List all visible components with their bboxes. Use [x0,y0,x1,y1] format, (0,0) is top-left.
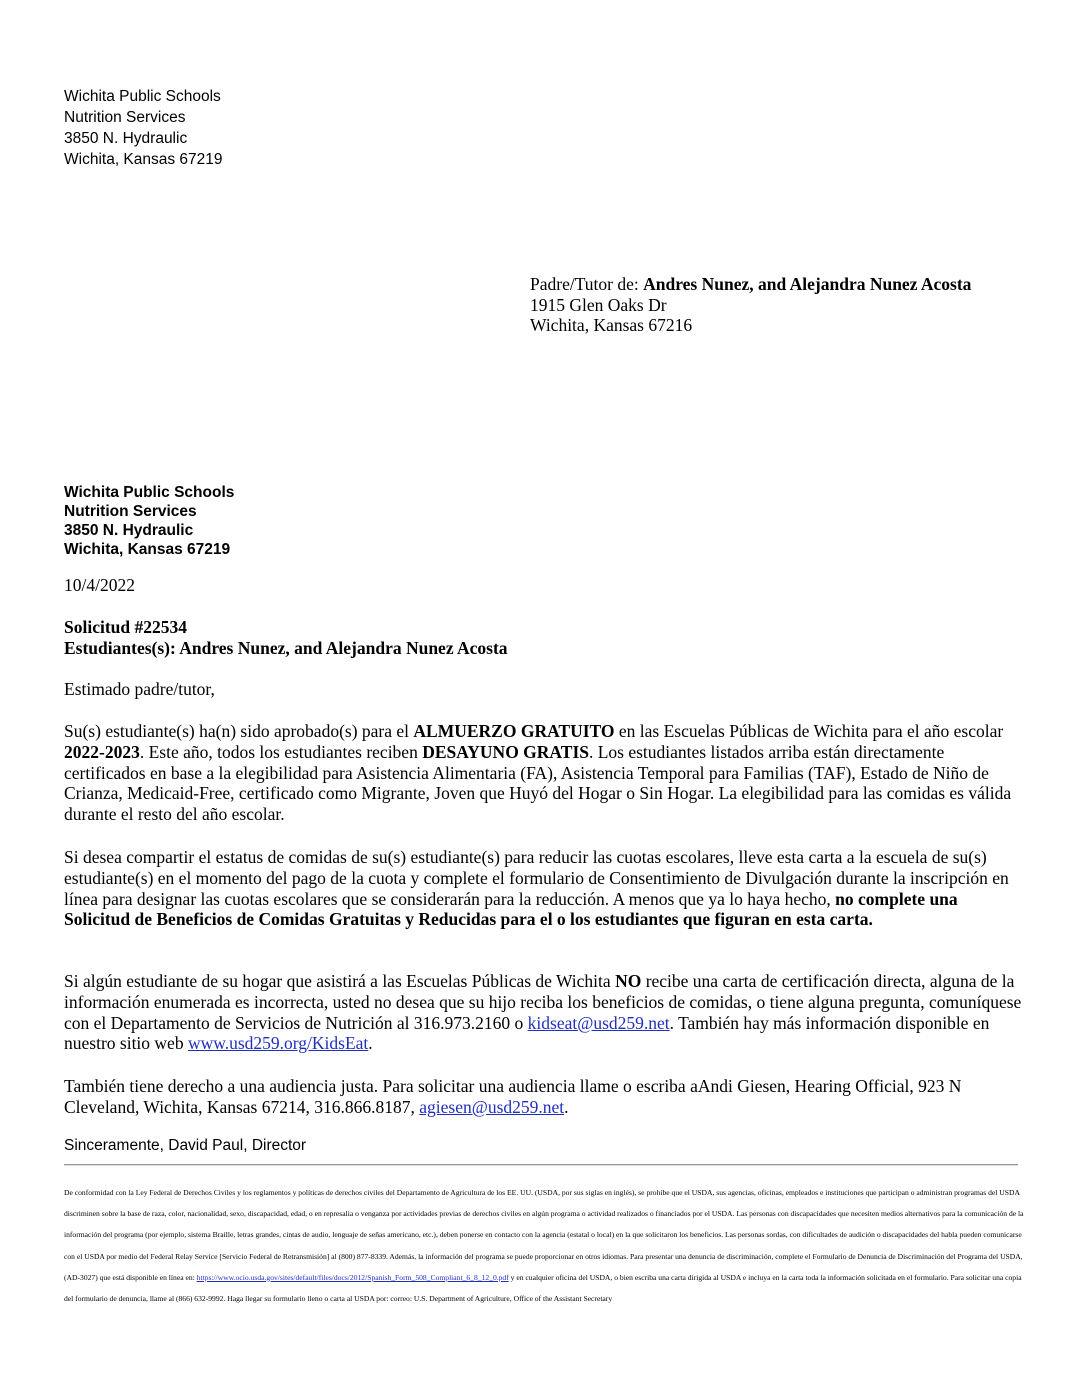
text: Si desea compartir el estatus de comidas de su(s) estudiante(s) para reducir las cuotas escolares, lleve esta carta a la escuela de su(s) estudiante(s) en el momento del pago de la cuota y complete el formulario de Consentimiento de Divulgación durante la inscripción en línea para designar las cuotas escolares que se considerarán para la reducción. A menos que ya lo haya hecho, [64,847,1009,909]
text: y en cualquier oficina del USDA, o bien escriba una carta dirigida al USDA e incluya en la carta toda la información solicitada en el formulario. Para solicitar una copia del formulario de denuncia, llame al (866) 632-9992. Haga llegar su formulario lleno o carta al USDA por: correo: U.S. Department of Agriculture, Office of the Assistant Secretary [64,1272,1022,1304]
kidseat-website-link[interactable]: www.usd259.org/KidsEat [187,1033,369,1054]
text: Su(s) estudiante(s) ha(n) sido aprobado(s) para el [64,721,414,741]
bold-free-breakfast: DESAYUNO GRATIS [422,741,589,762]
paragraph-hearing [64,1076,1024,1118]
paragraph-contact [64,971,1024,1054]
recipient-city: Wichita, Kansas 67216 [530,315,693,335]
letterhead-address [64,483,234,559]
text: . [368,1033,373,1054]
kidseat-email-link[interactable]: kidseat@usd259.net [527,1012,670,1033]
closing-signature: Sinceramente, David Paul, Director [64,1137,307,1154]
text: . También hay más información disponible en nuestro sitio web [64,1012,990,1054]
text: Si algún estudiante de su hogar que asistirá a las Escuelas Públicas de Wichita [64,971,616,991]
sender-city: Wichita, Kansas 67219 [64,151,223,168]
nondiscrimination-statement [64,1182,1024,1309]
text: . [564,1096,569,1117]
bold-warning: no complete una Solicitud de Beneficios de Comidas Gratuitas y Reducidas para el o los estudiantes que figuran en esta carta. [64,888,958,930]
students-line [64,638,508,659]
letterhead-city: Wichita, Kansas 67219 [64,541,231,558]
students-label: Estudiantes(s): [64,638,180,658]
text: También tiene derecho a una audiencia justa. Para solicitar una audiencia llame o escriba aAndi Giesen, Hearing Official, 923 N Cleveland, Wichita, Kansas 67214, 316.866.8187, [64,1076,962,1117]
text: . Los estudiantes listados arriba están directamente certificados en base a la elegibilidad para Asistencia Alimentaria (FA), Asistencia Temporal para Familias (TAF), Estado de Niño de Crianza, Medicaid-Free, certificado como Migrante, Joven que Huyó del Hogar o Sin Hogar. La elegibilidad para las comidas es válida durante el resto del año escolar. [64,741,1012,825]
application-number: Solicitud #22534 [64,617,188,637]
bold-school-year: 2022-2023 [64,741,140,762]
paragraph-approval [64,721,1024,825]
text: De conformidad con la Ley Federal de Derechos Civiles y los reglamentos y políticas de derechos civiles del Departamento de Agricultura de los EE. UU. (USDA, por sus siglas en inglés), se prohíbe que el USDA, sus agencias, oficinas, empleados e instituciones que participan o administran programas del USDA discriminen sobre la base de raza, color, nacionalidad, sexo, discapacidad, edad, o en represalia o venganza por actividades previas de derechos civiles en algún programa o actividad realizados o financiados por el USDA. Las personas con discapacidades que necesiten medios alternativos para la comunicación de la información del programa (por ejemplo, sistema Braille, letras grandes, cintas de audio, lenguaje de señas americano, etc.), deben ponerse en contacto con la agencia (estatal o local) en la que solicitaron los beneficios. Las personas sordas, con dificultades de audición o discapacidades del habla pueden comunicarse con el USDA por medio del Federal Relay Service [Servicio Federal de Retransmisión] al (800) 877-8339. Además, la información del programa se puede proporcionar en otros idiomas. Para presentar una denuncia de discriminación, complete el Formulario de Denuncia de Discriminación del Programa del USDA, (AD-3027) que está disponible en línea en: [64,1188,1024,1282]
recipient-prefix: Padre/Tutor de: [530,274,644,294]
sender-street: 3850 N. Hydraulic [64,130,188,147]
divider [64,1164,1018,1166]
hearing-email-link[interactable]: agiesen@usd259.net [419,1096,565,1117]
sender-department: Nutrition Services [64,109,186,126]
letter-date: 10/4/2022 [64,575,135,595]
recipient-address [530,274,971,336]
recipient-street: 1915 Glen Oaks Dr [530,294,667,315]
recipient-names: Andres Nunez, and Alejandra Nunez Acosta [643,274,972,294]
letterhead-department: Nutrition Services [64,503,197,520]
letter-identifiers [64,617,508,659]
text: recibe una carta de certificación directa, alguna de la información enumerada es incorrecta, usted no desea que su hijo reciba los beneficios de comidas, o tiene alguna pregunta, comuníquese con el Departamento de Servicios de Nutrición al 316.973.2160 o [64,971,1022,1033]
sender-address [64,86,223,170]
paragraph-fees [64,847,1024,930]
recipient-line [530,274,971,295]
letterhead-name: Wichita Public Schools [64,484,235,501]
bold-free-lunch: ALMUERZO GRATUITO [413,721,615,741]
bold-no: NO [615,971,642,991]
sender-name: Wichita Public Schools [64,88,221,105]
greeting: Estimado padre/tutor, [64,679,215,699]
usda-form-link[interactable]: https://www.ocio.usda.gov/sites/default/files/docs/2012/Spanish_Form_508_Compliant_6_8_12_0.pdf [196,1272,509,1282]
letterhead-street: 3850 N. Hydraulic [64,522,194,539]
text: . Este año, todos los estudiantes reciben [139,741,423,762]
text: en las Escuelas Públicas de Wichita para el año escolar [614,721,1004,741]
students-names: Andres Nunez, and Alejandra Nunez Acosta [179,638,508,658]
